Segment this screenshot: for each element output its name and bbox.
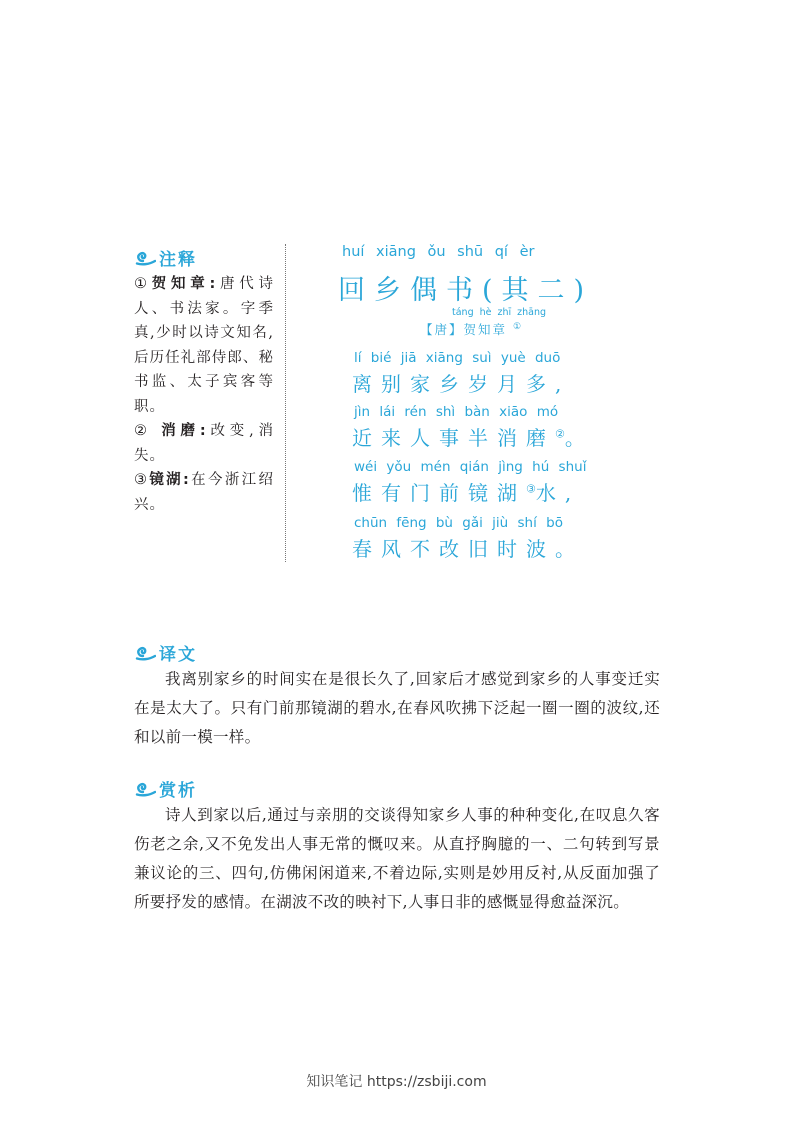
verse-3-pinyin: wéi yǒu mén qián jìng hú shuǐ bbox=[354, 459, 587, 475]
appreciation-text: 诗人到家以后,通过与亲朋的交谈得知家乡人事的种种变化,在叹息久客伤老之余,又不免发出人事无常的慨叹来。从直抒胸臆的一、二句转到写景兼议论的三、四句,仿佛闲闲道来,不着边际,实则是妙用反衬,从反面加强了所要抒发的感情。在湖波不改的映衬下,人事日非的感慨显得愈益深沉。 bbox=[134, 806, 660, 911]
note-item-2: ② 消磨:改变,消失。 bbox=[134, 423, 275, 464]
column-divider bbox=[285, 244, 286, 562]
note-item-3: ③镜湖:在今浙江绍兴。 bbox=[134, 472, 275, 513]
notes-heading-text: 注释 bbox=[159, 249, 197, 270]
appreciation-heading-text: 赏析 bbox=[159, 780, 197, 801]
verse-1: 离别家乡岁月多, bbox=[352, 372, 571, 396]
translation-heading-text: 译文 bbox=[159, 644, 197, 665]
translation-heading bbox=[134, 641, 197, 663]
verse-2-pinyin: jìn lái rén shì bàn xiāo mó bbox=[354, 404, 559, 420]
verse-1-pinyin: lí bié jiā xiāng suì yuè duō bbox=[354, 350, 561, 366]
verse-2: 近来人事半消磨②。 bbox=[352, 426, 594, 450]
author-pinyin: táng hè zhī zhāng bbox=[452, 307, 547, 318]
note-item-1: ①贺知章:唐代诗人、书法家。字季真,少时以诗文知名,后历任礼部侍郎、秘书监、太子宾客等职。 bbox=[134, 276, 275, 415]
poem-author: 【唐】贺知章 ① bbox=[420, 321, 524, 337]
appreciation-heading bbox=[134, 777, 197, 799]
spiral-swoosh-icon bbox=[134, 779, 156, 797]
verse-4: 春风不改旧时波。 bbox=[352, 537, 584, 561]
spiral-swoosh-icon bbox=[134, 643, 156, 661]
notes-heading bbox=[134, 246, 274, 268]
spiral-swoosh-icon bbox=[134, 248, 156, 266]
verse-4-pinyin: chūn fēng bù gǎi jiù shí bō bbox=[354, 515, 563, 531]
verse-3: 惟有门前镜湖③水, bbox=[352, 481, 581, 505]
poem-title: 回乡偶书(其二) bbox=[338, 275, 594, 306]
footer-watermark: 知识笔记 https://zsbiji.com bbox=[306, 1074, 487, 1090]
title-pinyin: huí xiāng ǒu shū qí èr bbox=[342, 244, 535, 260]
translation-text: 我离别家乡的时间实在是很长久了,回家后才感觉到家乡的人事变迁实在是太大了。只有门前那镜湖的碧水,在春风吹拂下泛起一圈一圈的波纹,还和以前一模一样。 bbox=[134, 670, 660, 746]
notes-section bbox=[134, 246, 274, 517]
